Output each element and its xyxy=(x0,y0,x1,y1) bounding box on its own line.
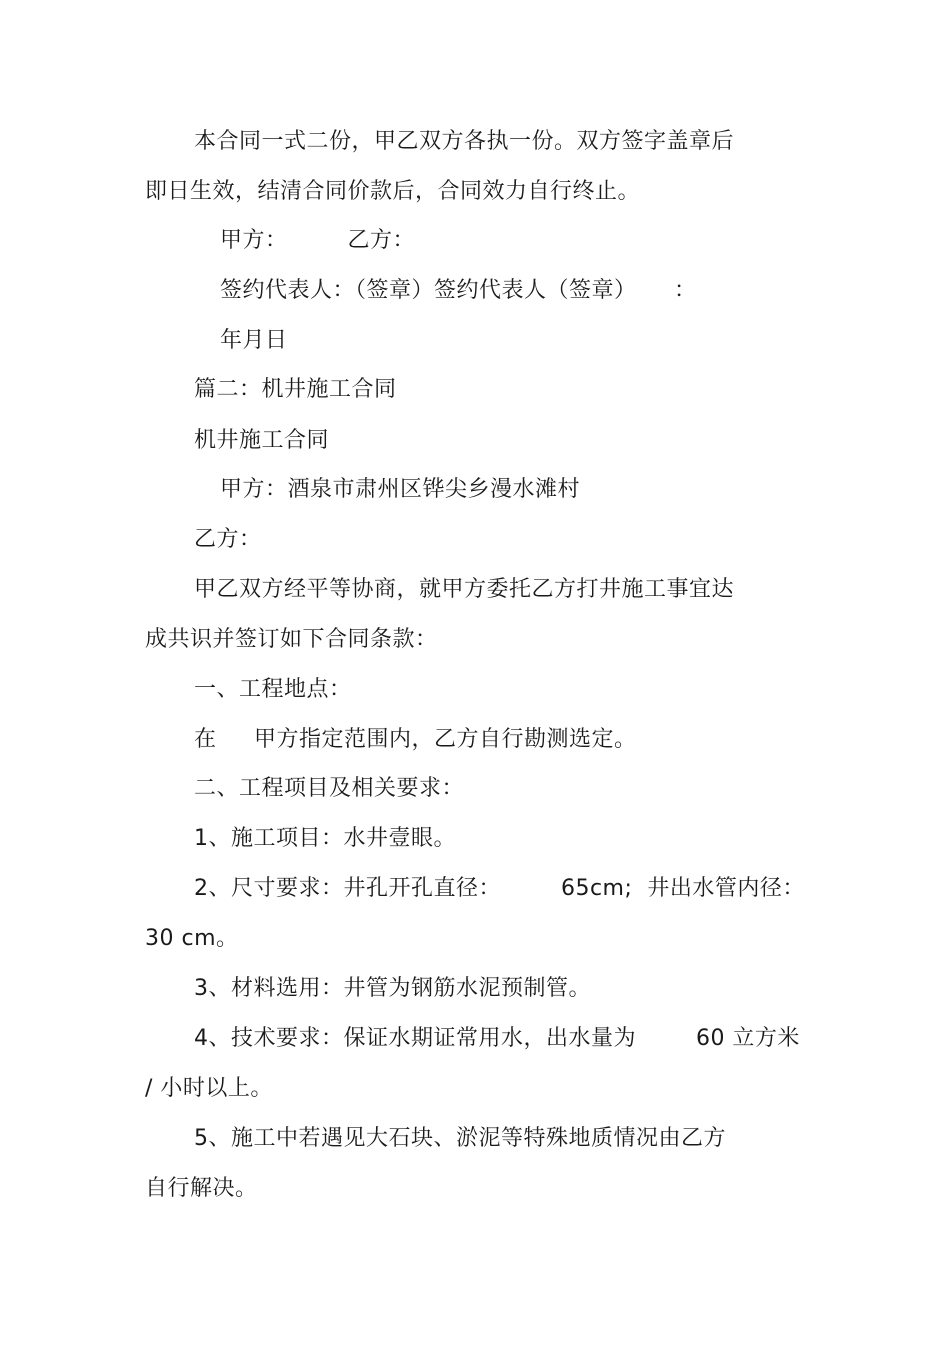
party-a-line: 甲方：酒泉市肃州区铧尖乡漫水滩村 xyxy=(220,477,581,502)
contract-title: 机井施工合同 xyxy=(194,428,330,453)
paragraph-line: 本合同一式二份，甲乙双方各执一份。双方签字盖章后 xyxy=(194,129,735,154)
list-item: 4、技术要求：保证水期证常用水，出水量为 60 立方米 xyxy=(194,1026,800,1051)
list-item: 5、施工中若遇见大石块、淤泥等特殊地质情况由乙方 xyxy=(194,1126,726,1151)
paragraph-line: 30 cm。 xyxy=(145,926,239,951)
party-b-line: 乙方： xyxy=(194,527,262,552)
list-item: 1、施工项目：水井壹眼。 xyxy=(194,826,456,851)
clause-heading: 二、工程项目及相关要求： xyxy=(194,776,465,801)
paragraph-line: / 小时以上。 xyxy=(145,1076,273,1101)
paragraph-line: 在 甲方指定范围内，乙方自行勘测选定。 xyxy=(194,727,637,752)
party-labels-line: 甲方： 乙方： xyxy=(220,228,415,253)
clause-heading: 一、工程地点： xyxy=(194,677,352,702)
paragraph-line: 成共识并签订如下合同条款： xyxy=(145,627,438,652)
paragraph-line: 即日生效，结清合同价款后，合同效力自行终止。 xyxy=(145,179,641,204)
section-heading: 篇二：机井施工合同 xyxy=(194,377,397,402)
list-item: 3、材料选用：井管为钢筋水泥预制管。 xyxy=(194,976,591,1001)
signature-line: 签约代表人：（签章）签约代表人（签章） ： xyxy=(220,278,697,303)
paragraph-line: 自行解决。 xyxy=(145,1176,258,1201)
date-line: 年月日 xyxy=(220,328,288,353)
list-item: 2、尺寸要求：井孔开孔直径： 65cm; 井出水管内径： xyxy=(194,876,805,901)
paragraph-line: 甲乙双方经平等协商，就甲方委托乙方打井施工事宜达 xyxy=(194,577,735,602)
